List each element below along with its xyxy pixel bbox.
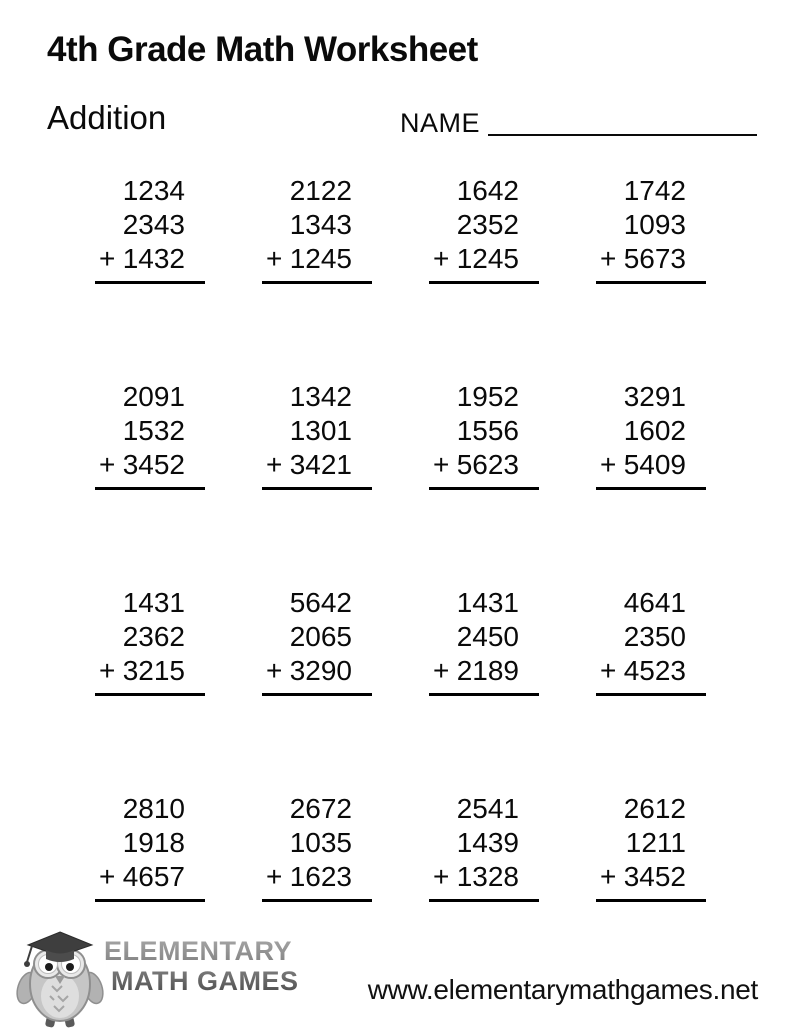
addition-problem-10 — [262, 586, 372, 696]
addend-row — [95, 860, 205, 894]
addend: 1742 — [623, 175, 686, 206]
addend: 2810 — [122, 793, 185, 824]
addend: 3421 — [289, 449, 352, 480]
addend: 4641 — [623, 587, 686, 618]
plus-operator: + — [433, 655, 450, 686]
addend: 3291 — [623, 381, 686, 412]
addend: 1623 — [289, 861, 352, 892]
addend: 5642 — [289, 587, 352, 618]
addend: 2450 — [456, 621, 519, 652]
addition-problem-15 — [429, 792, 539, 902]
name-blank-line — [488, 104, 757, 136]
plus-operator: + — [266, 655, 283, 686]
answer-line — [596, 691, 706, 696]
addend-row — [429, 860, 539, 894]
addend-row — [95, 448, 205, 482]
addition-problem-7 — [429, 380, 539, 490]
addend-row — [262, 654, 372, 688]
answer-line — [429, 897, 539, 902]
addend: 3290 — [289, 655, 352, 686]
answer-line — [262, 485, 372, 490]
addition-problem-13 — [95, 792, 205, 902]
answer-line — [429, 279, 539, 284]
plus-operator: + — [600, 861, 617, 892]
addition-problem-12 — [596, 586, 706, 696]
addition-problem-1 — [95, 174, 205, 284]
addend: 1328 — [456, 861, 519, 892]
plus-operator: + — [600, 243, 617, 274]
section-title: Addition — [47, 99, 167, 136]
addend: 1918 — [122, 827, 185, 858]
addend: 2612 — [623, 793, 686, 824]
addition-problem-6 — [262, 380, 372, 490]
plus-operator: + — [266, 449, 283, 480]
plus-operator: + — [266, 243, 283, 274]
addend: 2541 — [456, 793, 519, 824]
answer-line — [596, 897, 706, 902]
addition-problem-16 — [596, 792, 706, 902]
addend: 1245 — [289, 243, 352, 274]
addition-problem-5 — [95, 380, 205, 490]
addend-row — [596, 242, 706, 276]
logo-wordmark — [104, 936, 299, 996]
addition-problem-4 — [596, 174, 706, 284]
addend: 5623 — [456, 449, 519, 480]
addend: 1439 — [456, 827, 519, 858]
addend: 4657 — [122, 861, 185, 892]
addend: 1556 — [456, 415, 519, 446]
answer-line — [262, 897, 372, 902]
answer-line — [262, 279, 372, 284]
name-field-group — [400, 104, 757, 139]
addend: 2122 — [289, 175, 352, 206]
answer-line — [95, 279, 205, 284]
answer-line — [429, 485, 539, 490]
addend: 2352 — [456, 209, 519, 240]
addend: 1245 — [456, 243, 519, 274]
addition-problem-11 — [429, 586, 539, 696]
plus-operator: + — [99, 243, 116, 274]
addition-problem-9 — [95, 586, 205, 696]
addend: 1642 — [456, 175, 519, 206]
addend: 2362 — [122, 621, 185, 652]
answer-line — [596, 485, 706, 490]
footer-logo — [10, 924, 299, 1028]
addition-problem-14 — [262, 792, 372, 902]
plus-operator: + — [433, 243, 450, 274]
addend: 1093 — [623, 209, 686, 240]
addend-row — [95, 242, 205, 276]
addend: 2189 — [456, 655, 519, 686]
addend: 5409 — [623, 449, 686, 480]
addend: 1342 — [289, 381, 352, 412]
addend: 2672 — [289, 793, 352, 824]
addend-row — [596, 448, 706, 482]
answer-line — [95, 485, 205, 490]
addend: 1431 — [456, 587, 519, 618]
addend: 1432 — [122, 243, 185, 274]
page-title: 4th Grade Math Worksheet — [47, 30, 478, 69]
addend: 3452 — [623, 861, 686, 892]
addend: 1211 — [625, 827, 686, 858]
addend: 2065 — [289, 621, 352, 652]
plus-operator: + — [99, 449, 116, 480]
addend: 4523 — [623, 655, 686, 686]
addend: 1431 — [122, 587, 185, 618]
plus-operator: + — [99, 861, 116, 892]
addend: 1532 — [122, 415, 185, 446]
name-label: NAME — [400, 108, 481, 138]
logo-line2: MATH GAMES — [111, 966, 299, 996]
addend: 2343 — [122, 209, 185, 240]
addend-row — [429, 654, 539, 688]
owl-graduation-cap-icon — [10, 924, 110, 1028]
addend: 1343 — [289, 209, 352, 240]
addend-row — [429, 448, 539, 482]
plus-operator: + — [433, 449, 450, 480]
addend-row — [596, 654, 706, 688]
problems-grid — [95, 174, 706, 902]
plus-operator: + — [266, 861, 283, 892]
addend-row — [262, 242, 372, 276]
addend-row — [596, 860, 706, 894]
addend-row — [95, 654, 205, 688]
addend: 5673 — [623, 243, 686, 274]
addend: 3452 — [122, 449, 185, 480]
answer-line — [262, 691, 372, 696]
addend: 1234 — [122, 175, 185, 206]
addend: 3215 — [122, 655, 185, 686]
plus-operator: + — [600, 655, 617, 686]
plus-operator: + — [99, 655, 116, 686]
answer-line — [95, 897, 205, 902]
answer-line — [596, 279, 706, 284]
addend: 1602 — [623, 415, 686, 446]
addend-row — [262, 448, 372, 482]
addition-problem-3 — [429, 174, 539, 284]
addend-row — [262, 860, 372, 894]
logo-line1: ELEMENTARY — [104, 936, 293, 966]
addend: 1301 — [289, 415, 352, 446]
addend: 1035 — [289, 827, 352, 858]
addend: 2350 — [623, 621, 686, 652]
answer-line — [429, 691, 539, 696]
addend-row — [429, 242, 539, 276]
addition-problem-8 — [596, 380, 706, 490]
website-url: www.elementarymathgames.net — [367, 974, 758, 1005]
addition-problem-2 — [262, 174, 372, 284]
plus-operator: + — [433, 861, 450, 892]
addend: 2091 — [122, 381, 185, 412]
plus-operator: + — [600, 449, 617, 480]
addend: 1952 — [456, 381, 519, 412]
answer-line — [95, 691, 205, 696]
